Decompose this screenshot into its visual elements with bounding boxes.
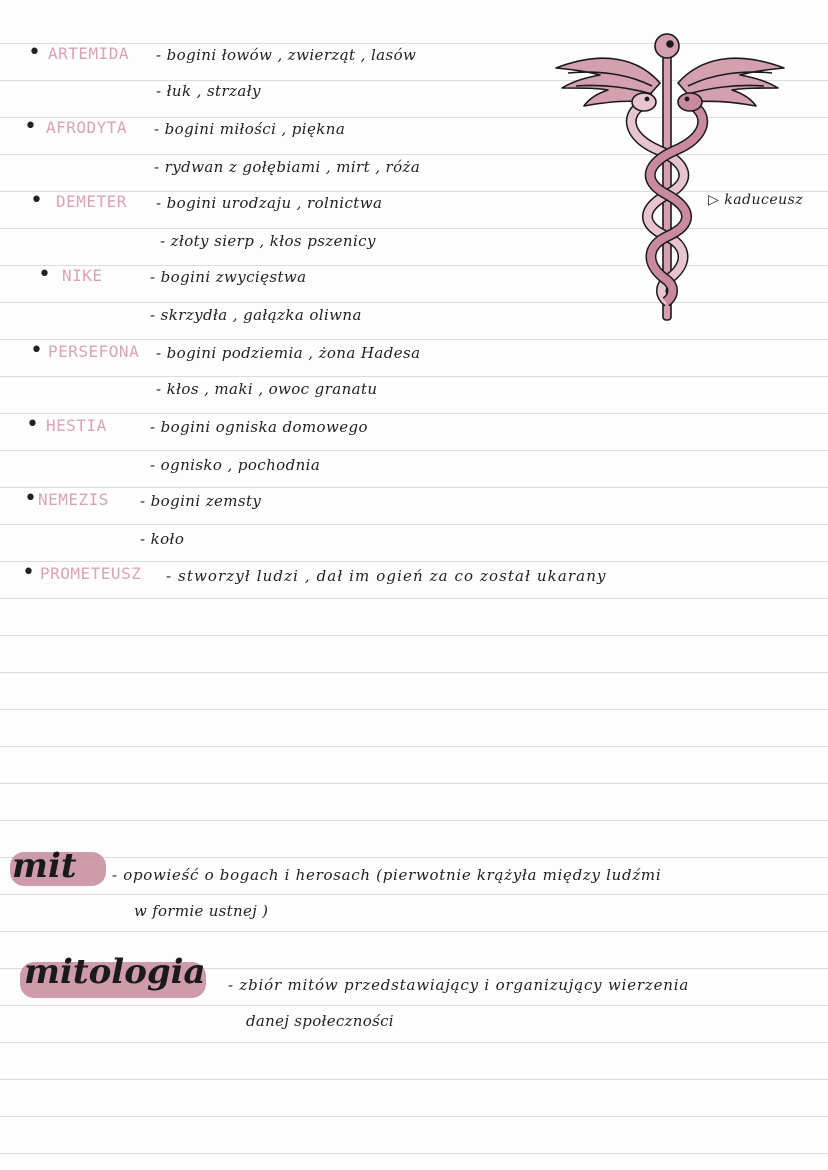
- god-symbol: - złoty sierp , kłos pszenicy: [160, 232, 376, 250]
- god-attribute: - bogini urodzaju , rolnictwa: [156, 194, 383, 212]
- god-symbol: - ognisko , pochodnia: [150, 456, 321, 474]
- god-attribute: - bogini zwycięstwa: [150, 268, 307, 286]
- god-attribute: - bogini łowów , zwierząt , lasów: [156, 46, 417, 64]
- caduceus-icon: [548, 28, 798, 328]
- bullet: •: [22, 560, 35, 585]
- bullet: •: [24, 486, 37, 511]
- bullet: •: [24, 114, 37, 139]
- god-attribute: - bogini zemsty: [140, 492, 262, 510]
- god-symbol: - koło: [140, 530, 185, 548]
- god-symbol: - łuk , strzały: [156, 82, 261, 100]
- god-attribute: - bogini ogniska domowego: [150, 418, 368, 436]
- definition-line: - zbiór mitów przedstawiający i organizujący wierzenia: [228, 976, 690, 994]
- god-name: HESTIA: [46, 416, 107, 435]
- god-description: - stworzył ludzi , dał im ogień za co został ukarany: [166, 567, 607, 585]
- god-attribute: - bogini miłości , piękna: [154, 120, 346, 138]
- god-name: AFRODYTA: [46, 118, 128, 137]
- god-symbol: - kłos , maki , owoc granatu: [156, 380, 378, 398]
- bullet: •: [28, 40, 41, 65]
- god-name: NIKE: [62, 266, 103, 285]
- bullet: •: [30, 338, 43, 363]
- bullet: •: [30, 188, 43, 213]
- bullet: •: [26, 412, 39, 437]
- god-symbol: - rydwan z gołębiami , mirt , róża: [154, 158, 421, 176]
- term-text: mitologia: [24, 952, 206, 992]
- god-name: NEMEZIS: [38, 490, 109, 509]
- bullet: •: [38, 262, 51, 287]
- term-mit: [12, 846, 77, 886]
- term-text: mit: [12, 846, 77, 886]
- god-symbol: - skrzydła , gałązka oliwna: [150, 306, 362, 324]
- god-name: DEMETER: [56, 192, 127, 211]
- term-mitologia: [24, 952, 206, 992]
- definition-line: danej społeczności: [246, 1012, 394, 1030]
- god-name: PERSEFONA: [48, 342, 140, 361]
- god-attribute: - bogini podziemia , żona Hadesa: [156, 344, 421, 362]
- caduceus-label: ▷ kaduceusz: [708, 192, 804, 208]
- definition-line: - opowieść o bogach i herosach (pierwotnie krążyła między ludźmi: [112, 866, 662, 884]
- god-name: ARTEMIDA: [48, 44, 130, 63]
- god-name: PROMETEUSZ: [40, 564, 142, 583]
- definition-line: w formie ustnej ): [134, 902, 269, 920]
